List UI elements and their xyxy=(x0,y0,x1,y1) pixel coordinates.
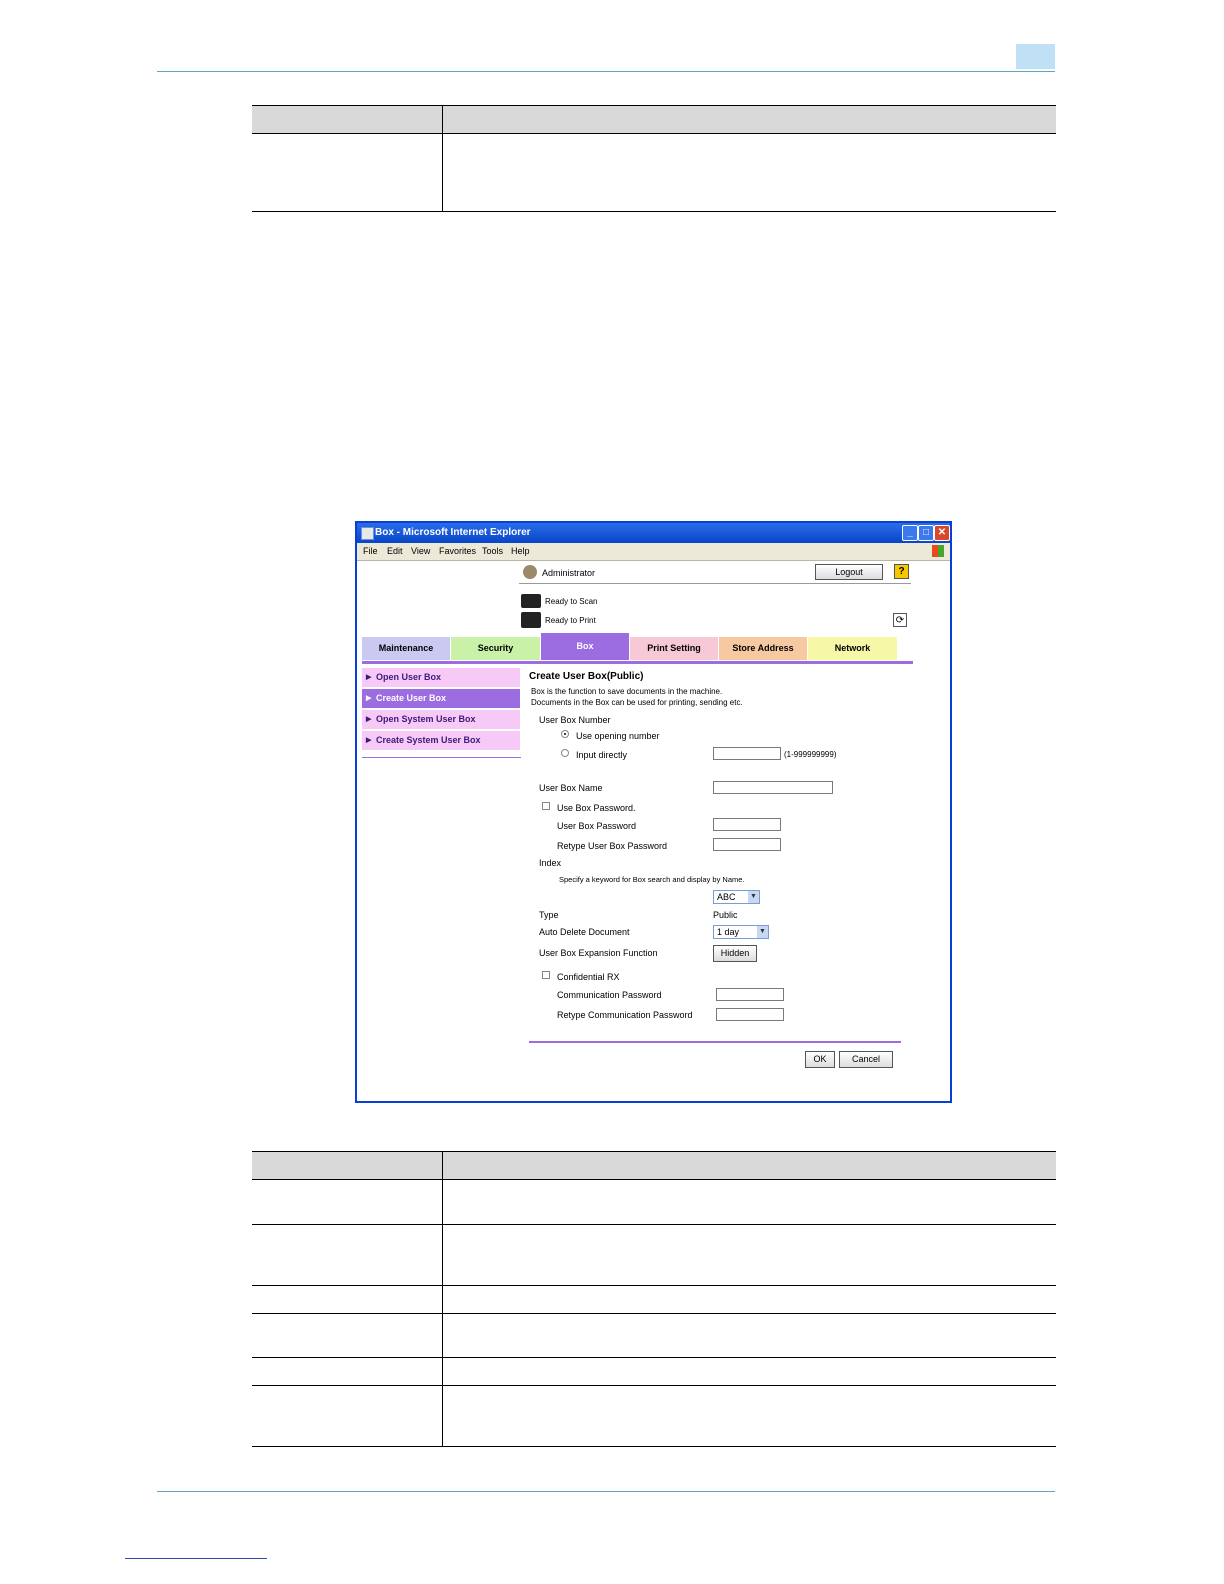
title-bar xyxy=(357,523,950,543)
confidential-rx-label: Confidential RX xyxy=(557,972,620,982)
user-label: Administrator xyxy=(542,568,596,578)
ok-button[interactable]: OK xyxy=(805,1051,835,1068)
menu-file[interactable]: File xyxy=(363,546,378,556)
cancel-button[interactable]: Cancel xyxy=(839,1051,893,1068)
sidebar-item-open-user-box[interactable] xyxy=(362,668,520,687)
chevron-down-icon: ▼ xyxy=(748,891,759,903)
scanner-icon xyxy=(521,594,541,608)
user-box-password-label: User Box Password xyxy=(557,821,637,831)
menu-help[interactable]: Help xyxy=(511,546,530,556)
form-description-2: Documents in the Box can be used for printing, sending etc. xyxy=(531,698,743,707)
type-value: Public xyxy=(713,910,738,920)
sidebar-item-open-system-user-box[interactable] xyxy=(362,710,520,729)
auto-delete-label: Auto Delete Document xyxy=(539,927,630,937)
input-directly-radio[interactable] xyxy=(561,749,569,757)
menu-bar xyxy=(357,543,950,561)
arrow-right-icon: ▶ xyxy=(366,695,372,702)
confidential-rx-checkbox[interactable] xyxy=(542,971,550,979)
auto-delete-select[interactable] xyxy=(713,925,769,939)
form-description-1: Box is the function to save documents in the machine. xyxy=(531,687,723,696)
window-title: Box - Microsoft Internet Explorer xyxy=(375,527,531,538)
sidebar-item-create-user-box[interactable] xyxy=(362,689,520,708)
tab-box[interactable]: Box xyxy=(541,633,629,660)
close-icon[interactable]: ✕ xyxy=(934,525,950,541)
table-row xyxy=(252,1314,1056,1358)
arrow-right-icon: ▶ xyxy=(366,716,372,723)
table-row xyxy=(252,1386,1056,1447)
refresh-icon[interactable]: ⟳ xyxy=(893,613,907,627)
use-opening-number-radio[interactable] xyxy=(561,730,569,738)
sidebar-item-label: Open System User Box xyxy=(376,714,476,724)
retype-user-box-password-label: Retype User Box Password xyxy=(557,841,668,851)
tab-underline xyxy=(362,661,913,664)
administrator-icon xyxy=(523,565,537,579)
sidebar-item-label: Create User Box xyxy=(376,693,447,703)
tab-security[interactable]: Security xyxy=(451,637,540,660)
sidebar-item-label: Open User Box xyxy=(376,672,442,682)
tab-maintenance[interactable]: Maintenance xyxy=(362,637,450,660)
table-header-row xyxy=(252,1152,1056,1180)
tab-print-setting[interactable]: Print Setting xyxy=(630,637,718,660)
table-row xyxy=(252,1225,1056,1286)
communication-password-input[interactable] xyxy=(716,988,784,1001)
menu-tools[interactable]: Tools xyxy=(482,546,504,556)
table-row xyxy=(252,1358,1056,1386)
table-row xyxy=(252,1180,1056,1225)
hidden-button[interactable]: Hidden xyxy=(713,945,757,962)
tab-store-address[interactable]: Store Address xyxy=(719,637,807,660)
use-box-password-checkbox[interactable] xyxy=(542,802,550,810)
footer-rule xyxy=(157,1491,1055,1492)
header-rule xyxy=(157,71,1055,72)
table-row xyxy=(252,134,1056,212)
retype-communication-password-label: Retype Communication Password xyxy=(557,1010,693,1020)
minimize-icon[interactable]: _ xyxy=(902,525,918,541)
user-box-number-label: User Box Number xyxy=(539,715,611,725)
menu-favorites[interactable]: Favorites xyxy=(439,546,477,556)
table-header-row xyxy=(252,106,1056,134)
header-separator xyxy=(519,583,911,584)
help-icon[interactable]: ? xyxy=(894,564,909,579)
windows-logo-icon xyxy=(932,545,944,557)
index-select-value: ABC xyxy=(717,892,736,902)
tab-network[interactable]: Network xyxy=(808,637,897,660)
sidebar-item-label: Create System User Box xyxy=(376,735,481,745)
arrow-right-icon: ▶ xyxy=(366,674,372,681)
top-table xyxy=(252,105,1056,212)
form-bottom-line xyxy=(529,1041,901,1043)
form-title: Create User Box(Public) xyxy=(529,671,644,682)
table-row xyxy=(252,1286,1056,1314)
bottom-table xyxy=(252,1151,1056,1447)
printer-icon xyxy=(521,612,541,628)
communication-password-label: Communication Password xyxy=(557,990,662,1000)
number-range-hint: (1-999999999) xyxy=(784,750,837,759)
page-content xyxy=(359,561,949,1101)
input-directly-label: Input directly xyxy=(576,750,628,760)
retype-user-box-password-input[interactable] xyxy=(713,838,781,851)
user-box-number-input[interactable] xyxy=(713,747,781,760)
expansion-function-label: User Box Expansion Function xyxy=(539,948,658,958)
ie-page-icon xyxy=(361,527,374,540)
use-box-password-label: Use Box Password. xyxy=(557,803,636,813)
sidebar-item-create-system-user-box[interactable] xyxy=(362,731,520,750)
index-hint: Specify a keyword for Box search and display by Name. xyxy=(559,875,745,884)
footer-link-underline xyxy=(125,1558,267,1559)
chevron-down-icon: ▼ xyxy=(757,926,768,938)
index-select[interactable] xyxy=(713,890,760,904)
maximize-icon[interactable]: □ xyxy=(918,525,934,541)
print-status: Ready to Print xyxy=(545,616,596,625)
menu-edit[interactable]: Edit xyxy=(387,546,403,556)
menu-view[interactable]: View xyxy=(411,546,431,556)
user-box-name-label: User Box Name xyxy=(539,783,603,793)
user-box-name-input[interactable] xyxy=(713,781,833,794)
retype-communication-password-input[interactable] xyxy=(716,1008,784,1021)
auto-delete-select-value: 1 day xyxy=(717,927,740,937)
use-opening-number-label: Use opening number xyxy=(576,731,660,741)
arrow-right-icon: ▶ xyxy=(366,737,372,744)
type-label: Type xyxy=(539,910,559,920)
scan-status: Ready to Scan xyxy=(545,597,598,606)
logout-button[interactable]: Logout xyxy=(815,564,883,580)
header-color-chip xyxy=(1016,44,1055,69)
index-label: Index xyxy=(539,858,562,868)
sidebar-bottom-line xyxy=(362,757,521,758)
browser-window xyxy=(355,521,952,1103)
user-box-password-input[interactable] xyxy=(713,818,781,831)
